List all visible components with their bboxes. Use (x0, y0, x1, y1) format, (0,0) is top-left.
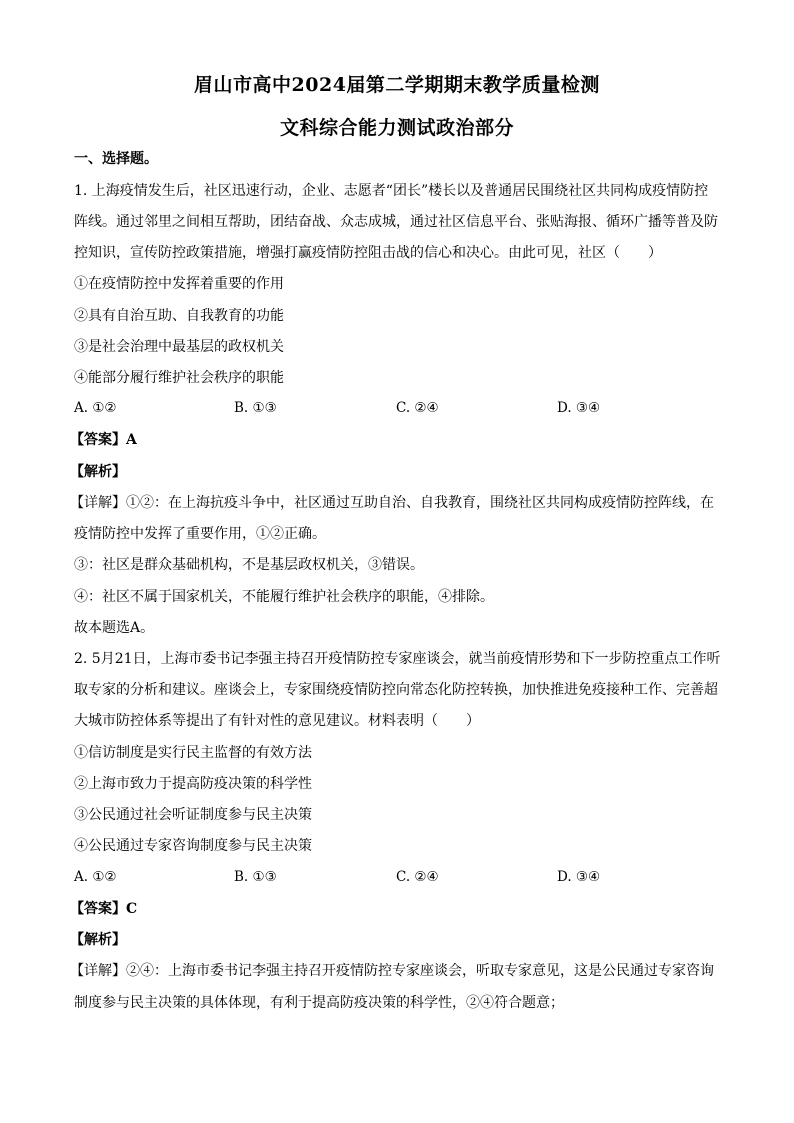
document-title: 眉山市高中2024届第二学期期末教学质量检测 (194, 74, 600, 96)
q2-option-c: C. ②④ (396, 869, 439, 885)
q1-analysis-label: 【解析】 (70, 464, 126, 480)
q1-stem-line-2: 阵线。通过邻里之间相互帮助，团结奋战、众志成城，通过社区信息平台、张贴海报、循环广播等普及防 (74, 214, 718, 230)
q2-option-d: D. ③④ (557, 869, 601, 885)
q2-detail-line-1: 【详解】②④：上海市委书记李强主持召开疫情防控专家座谈会，听取专家意见，这是公民通过专家咨询 (70, 963, 714, 979)
q1-option-b: B. ①③ (234, 400, 277, 416)
q2-option-b: B. ①③ (234, 869, 277, 885)
q1-detail-line-4: ④：社区不属于国家机关，不能履行维护社会秩序的职能，④排除。 (74, 589, 494, 605)
q1-option-d: D. ③④ (557, 400, 601, 416)
q1-detail-line-3: ③：社区是群众基础机构，不是基层政权机关，③错误。 (74, 557, 424, 573)
q1-item-2: ②具有自治互助、自我教育的功能 (74, 308, 284, 324)
q1-answer: 【答案】A (70, 432, 137, 448)
q1-detail-line-2: 疫情防控中发挥了重要作用，①②正确。 (74, 526, 326, 542)
q1-stem-line-1: 1. 上海疫情发生后，社区迅速行动，企业、志愿者“团长”楼长以及普通居民围绕社区共同构成疫情防控 (74, 183, 709, 199)
q2-answer: 【答案】C (70, 901, 138, 917)
q2-stem-line-2: 取专家的分析和建议。座谈会上，专家围绕疫情防控向常态化防控转换，加快推进免疫接种工作、完善超 (74, 682, 718, 698)
section-heading: 一、选择题。 (74, 151, 158, 167)
q2-item-3: ③公民通过社会听证制度参与民主决策 (74, 807, 312, 823)
q1-item-4: ④能部分履行维护社会秩序的职能 (74, 370, 284, 386)
q1-detail-line-5: 故本题选A。 (74, 620, 155, 636)
q1-item-3: ③是社会治理中最基层的政权机关 (74, 339, 284, 355)
q2-analysis-label: 【解析】 (70, 932, 126, 948)
q2-detail-line-2: 制度参与民主决策的具体体现，有利于提高防疫决策的科学性，②④符合题意； (74, 995, 564, 1011)
q2-item-4: ④公民通过专家咨询制度参与民主决策 (74, 838, 312, 854)
q2-item-1: ①信访制度是实行民主监督的有效方法 (74, 745, 312, 761)
q1-stem-line-3: 控知识，宣传防控政策措施，增强打赢疫情防控阻击战的信心和决心。由此可见，社区（ ） (74, 245, 662, 261)
q1-option-a: A. ①② (74, 400, 117, 416)
q1-option-c: C. ②④ (396, 400, 439, 416)
document-subtitle: 文科综合能力测试政治部分 (279, 117, 514, 139)
q2-stem-line-3: 大城市防控体系等提出了有针对性的意见建议。材料表明（ ） (74, 713, 480, 729)
q2-item-2: ②上海市致力于提高防疫决策的科学性 (74, 776, 312, 792)
q1-detail-line-1: 【详解】①②：在上海抗疫斗争中，社区通过互助自治、自我教育，围绕社区共同构成疫情防控阵线，在 (70, 495, 714, 511)
q1-item-1: ①在疫情防控中发挥着重要的作用 (74, 276, 284, 292)
q2-stem-line-1: 2. 5月21日，上海市委书记李强主持召开疫情防控专家座谈会，就当前疫情形势和下一步防控重点工作听 (74, 651, 721, 667)
q2-option-a: A. ①② (74, 869, 117, 885)
